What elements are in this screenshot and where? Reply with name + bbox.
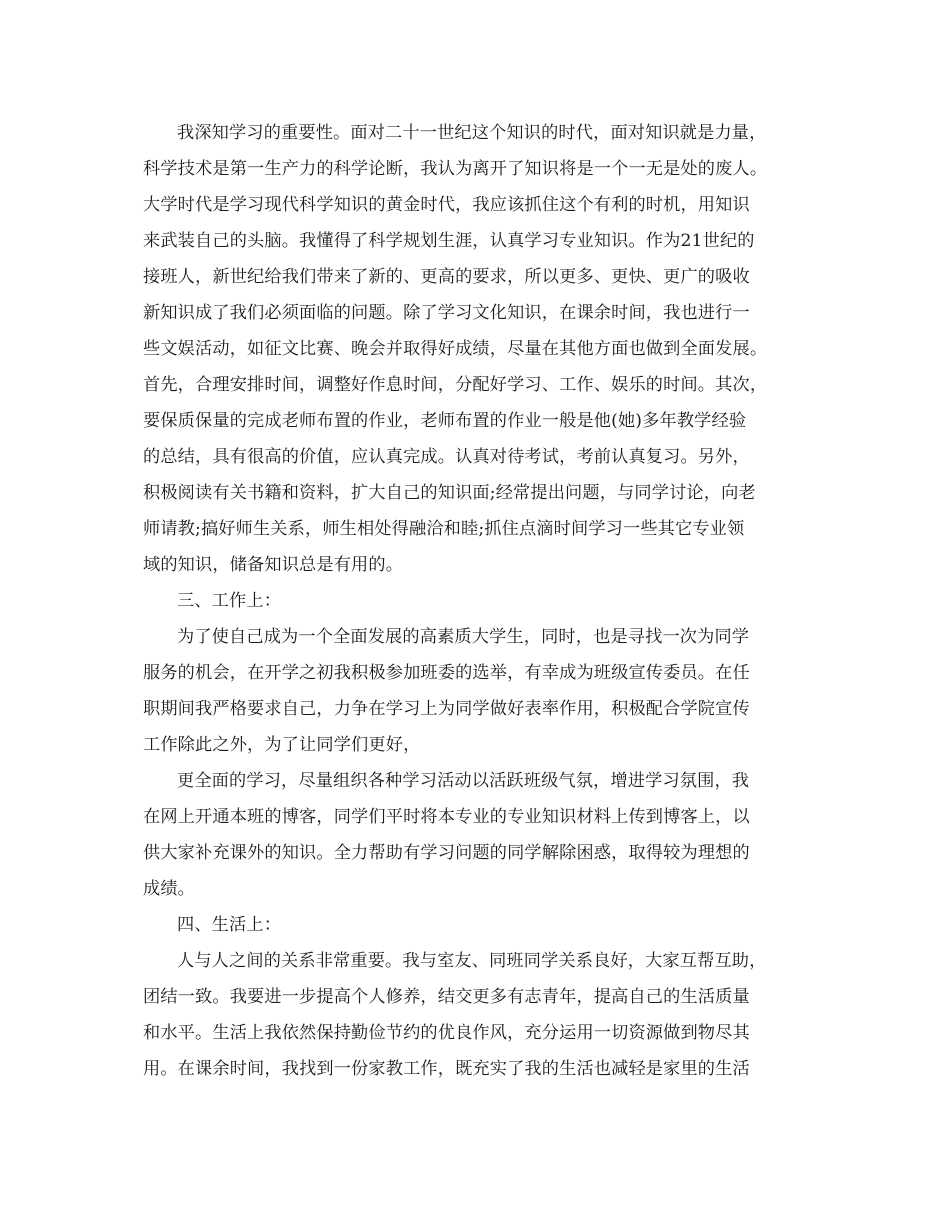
paragraph-line: 域的知识，储备知识总是有用的。 bbox=[143, 555, 404, 575]
paragraph-line: 要保质保量的完成老师布置的作业，老师布置的作业一般是他(她)多年教学经验 bbox=[143, 411, 747, 431]
document-body bbox=[143, 115, 813, 1087]
paragraph-line: 积极阅读有关书籍和资料，扩大自己的知识面;经常提出问题，与同学讨论，向老 bbox=[143, 483, 756, 503]
paragraph-line: 团结一致。我要进一步提高个人修养，结交更多有志青年，提高自己的生活质量 bbox=[143, 987, 750, 1007]
paragraph-line: 科学技术是第一生产力的科学论断，我认为离开了知识将是一个一无是处的废人。 bbox=[143, 159, 768, 179]
paragraph-line: 我深知学习的重要性。面对二十一世纪这个知识的时代，面对知识就是力量， bbox=[177, 123, 767, 143]
section-heading-work: 三、工作上： bbox=[177, 591, 282, 611]
paragraph-line: 用。在课余时间，我找到一份家教工作，既充实了我的生活也减轻是家里的生活 bbox=[143, 1059, 750, 1079]
paragraph-line: 的总结，具有很高的价值，应认真完成。认真对待考试，考前认真复习。另外， bbox=[143, 447, 750, 467]
paragraph-line: 成绩。 bbox=[143, 879, 196, 899]
paragraph-line: 服务的机会，在开学之初我积极参加班委的选举，有幸成为班级宣传委员。在任 bbox=[143, 663, 750, 683]
section-heading-life: 四、生活上： bbox=[177, 915, 282, 935]
paragraph-line: 供大家补充课外的知识。全力帮助有学习问题的同学解除困惑，取得较为理想的 bbox=[143, 843, 750, 863]
paragraph-line: 大学时代是学习现代科学知识的黄金时代，我应该抓住这个有利的时机，用知识 bbox=[143, 195, 750, 215]
paragraph-line: 工作除此之外，为了让同学们更好， bbox=[143, 735, 421, 755]
paragraph-line: 新知识成了我们必须面临的问题。除了学习文化知识，在课余时间，我也进行一 bbox=[143, 303, 750, 323]
paragraph-line: 和水平。生活上我依然保持勤俭节约的优良作风，充分运用一切资源做到物尽其 bbox=[143, 1023, 750, 1043]
paragraph-line: 师请教;搞好师生关系，师生相处得融洽和睦;抓住点滴时间学习一些其它专业领 bbox=[143, 519, 745, 539]
paragraph-line: 在网上开通本班的博客，同学们平时将本专业的专业知识材料上传到博客上，以 bbox=[143, 807, 750, 827]
paragraph-line: 人与人之间的关系非常重要。我与室友、同班同学关系良好，大家互帮互助， bbox=[177, 951, 767, 971]
paragraph-line: 接班人，新世纪给我们带来了新的、更高的要求，所以更多、更快、更广的吸收 bbox=[143, 267, 750, 287]
paragraph-line: 来武装自己的头脑。我懂得了科学规划生涯，认真学习专业知识。作为21世纪的 bbox=[143, 231, 755, 251]
paragraph-line: 些文娱活动，如征文比赛、晚会并取得好成绩，尽量在其他方面也做到全面发展。 bbox=[143, 339, 768, 359]
paragraph-line: 职期间我严格要求自己，力争在学习上为同学做好表率作用，积极配合学院宣传 bbox=[143, 699, 750, 719]
paragraph-line: 更全面的学习，尽量组织各种学习活动以活跃班级气氛，增进学习氛围，我 bbox=[177, 771, 750, 791]
paragraph-line: 首先，合理安排时间，调整好作息时间，分配好学习、工作、娱乐的时间。其次， bbox=[143, 375, 768, 395]
paragraph-line: 为了使自己成为一个全面发展的高素质大学生，同时，也是寻找一次为同学 bbox=[177, 627, 750, 647]
